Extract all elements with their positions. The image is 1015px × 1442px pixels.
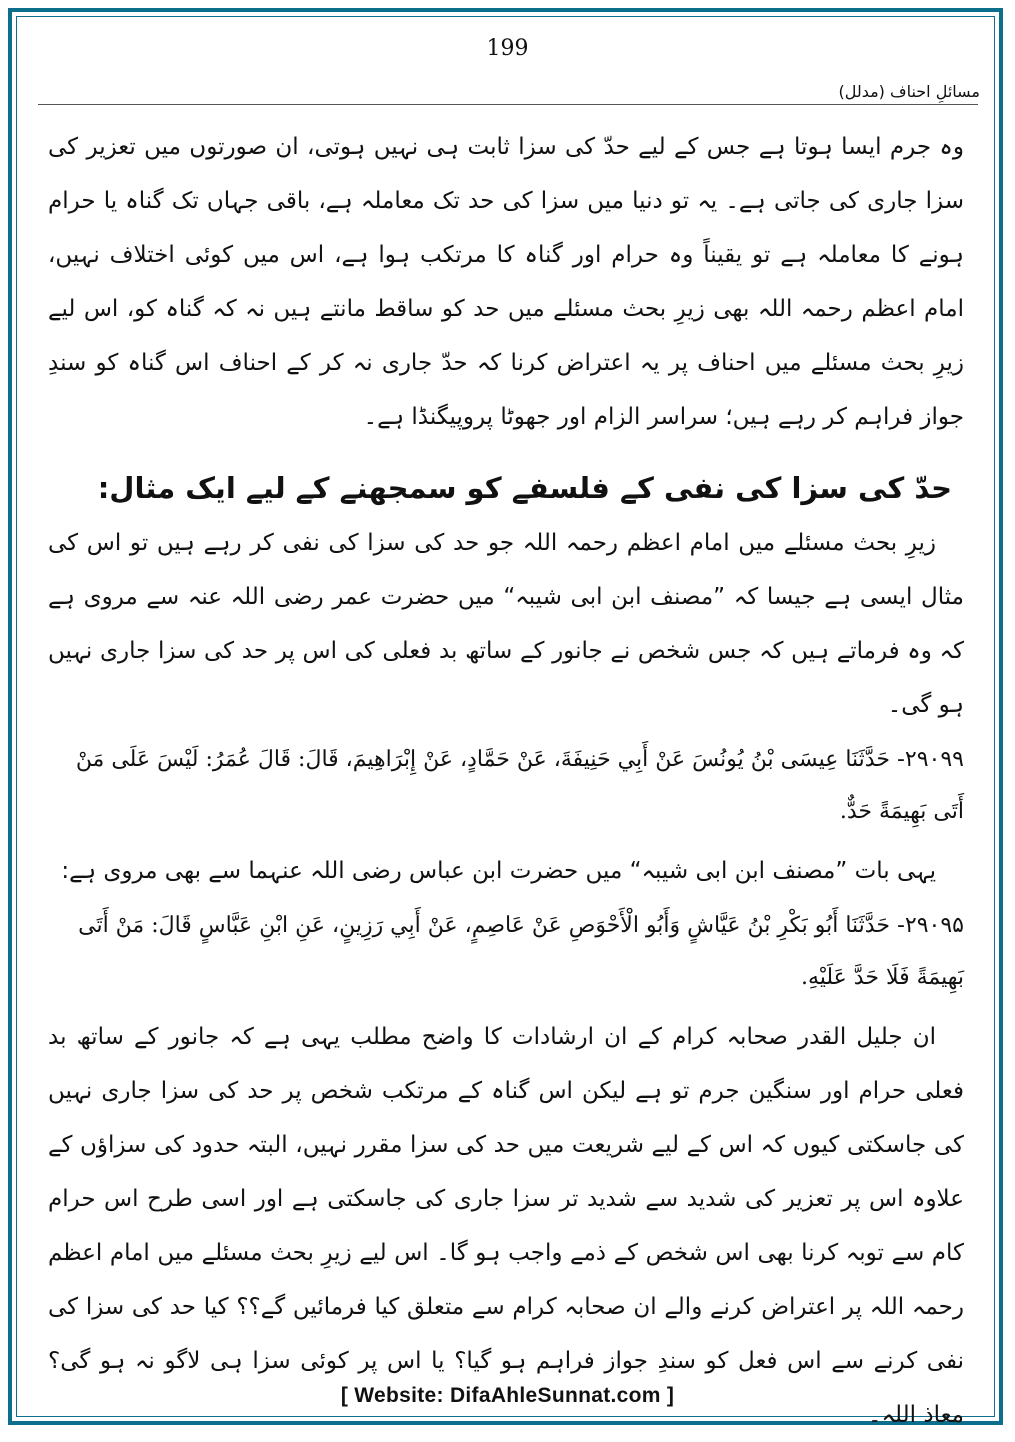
- hadith-1: [48, 734, 964, 838]
- hadith-2: [48, 900, 964, 1004]
- book-title: مسائلِ احناف (مدلل): [838, 82, 980, 101]
- page-number: 199: [486, 36, 529, 61]
- paragraph-1: وہ جرم ایسا ہوتا ہے جس کے لیے حدّ کی سزا ثابت ہی نہیں ہوتی، ان صورتوں میں تعزیر کی سزا جاری کی جاتی ہے۔ یہ تو دنیا میں سزا کی حد تک معاملہ ہے، باقی جہاں تک گناہ یا حرام ہونے کا معاملہ ہے تو یقیناً وہ حرام اور گناہ کا مرتکب ہوا ہے، اس میں کوئی اختلاف نہیں، امام اعظم رحمہ اللہ بھی زیرِ بحث مسئلے میں حد کو ساقط مانتے ہیں نہ کہ گناہ کو، اس لیے زیرِ بحث مسئلے میں احناف پر یہ اعتراض کرنا کہ حدّ جاری نہ کر کے احناف اس گناہ کو سندِ جواز فراہم کر رہے ہیں؛ سراسر الزام اور جھوٹا پروپیگنڈا ہے۔: [48, 134, 964, 430]
- website-footer: [ Website: DifaAhleSunnat.com ]: [340, 1384, 675, 1407]
- paragraph-4: ان جلیل القدر صحابہ کرام کے ان ارشادات کا واضح مطلب یہی ہے کہ جانور کے ساتھ بد فعلی حرام اور سنگین جرم تو ہے لیکن اس گناہ کے مرتکب شخص پر حد کی سزا جاری نہیں کی جاسکتی کیوں کہ اس کے لیے شریعت میں حد کی سزا مقرر نہیں، البتہ حدود کی سزاؤں کے علاوہ اس پر تعزیر کی شدید سے شدید تر سزا جاری کی جاسکتی ہے اور اسی طرح اس حرام کام سے توبہ کرنا بھی اس شخص کے ذمے واجب ہو گا۔ اس لیے زیرِ بحث مسئلے میں امام اعظم رحمہ اللہ پر اعتراض کرنے والے ان صحابہ کرام سے متعلق کیا فرمائیں گے؟؟ کیا حد کی سزا کی نفی کرنے سے اس فعل کو سندِ جواز فراہم ہو گیا؟ یا اس پر کوئی سزا ہی لاگو نہ ہو گی؟ معاذ اللہ۔: [48, 1024, 964, 1428]
- hadith-1-text: حَدَّثَنَا عِيسَى بْنُ يُونُسَ عَنْ أَبِي حَنِيفَةَ، عَنْ حَمَّادٍ، عَنْ إِبْرَاهِيمَ، قَالَ: قَالَ عُمَرُ: لَيْسَ عَلَى مَنْ أَتَى بَهِيمَةً حَدٌّ.: [75, 747, 964, 824]
- hadith-2-number: ۲۹۰۹۵-: [896, 913, 964, 938]
- page-content: [48, 120, 964, 1442]
- paragraph-2: زیرِ بحث مسئلے میں امام اعظم رحمہ اللہ جو حد کی سزا کی نفی کر رہے ہیں تو اس کی مثال ایسی ہے جیسا کہ ”مصنف ابن ابی شیبہ“ میں حضرت عمر رضی اللہ عنہ سے مروی ہے کہ وہ فرماتے ہیں کہ جس شخص نے جانور کے ساتھ بد فعلی کی اس پر حد کی سزا جاری نہیں ہو گی۔: [48, 530, 964, 718]
- section-heading: حدّ کی سزا کی نفی کے فلسفے کو سمجھنے کے لیے ایک مثال:: [97, 471, 952, 505]
- hadith-2-text: حَدَّثَنَا أَبُو بَكْرِ بْنُ عَيَّاشٍ وَأَبُو الْأَحْوَصِ عَنْ عَاصِمٍ، عَنْ أَبِي رَزِينٍ، عَنِ ابْنِ عَبَّاسٍ قَالَ: مَنْ أَتَى بَهِيمَةً فَلَا حَدَّ عَلَيْهِ.: [78, 913, 964, 990]
- hadith-1-number: ۲۹۰۹۹-: [896, 747, 964, 772]
- paragraph-3: یہی بات ”مصنف ابن ابی شیبہ“ میں حضرت ابن عباس رضی اللہ عنہما سے بھی مروی ہے:: [61, 858, 936, 884]
- header-divider: [38, 104, 978, 105]
